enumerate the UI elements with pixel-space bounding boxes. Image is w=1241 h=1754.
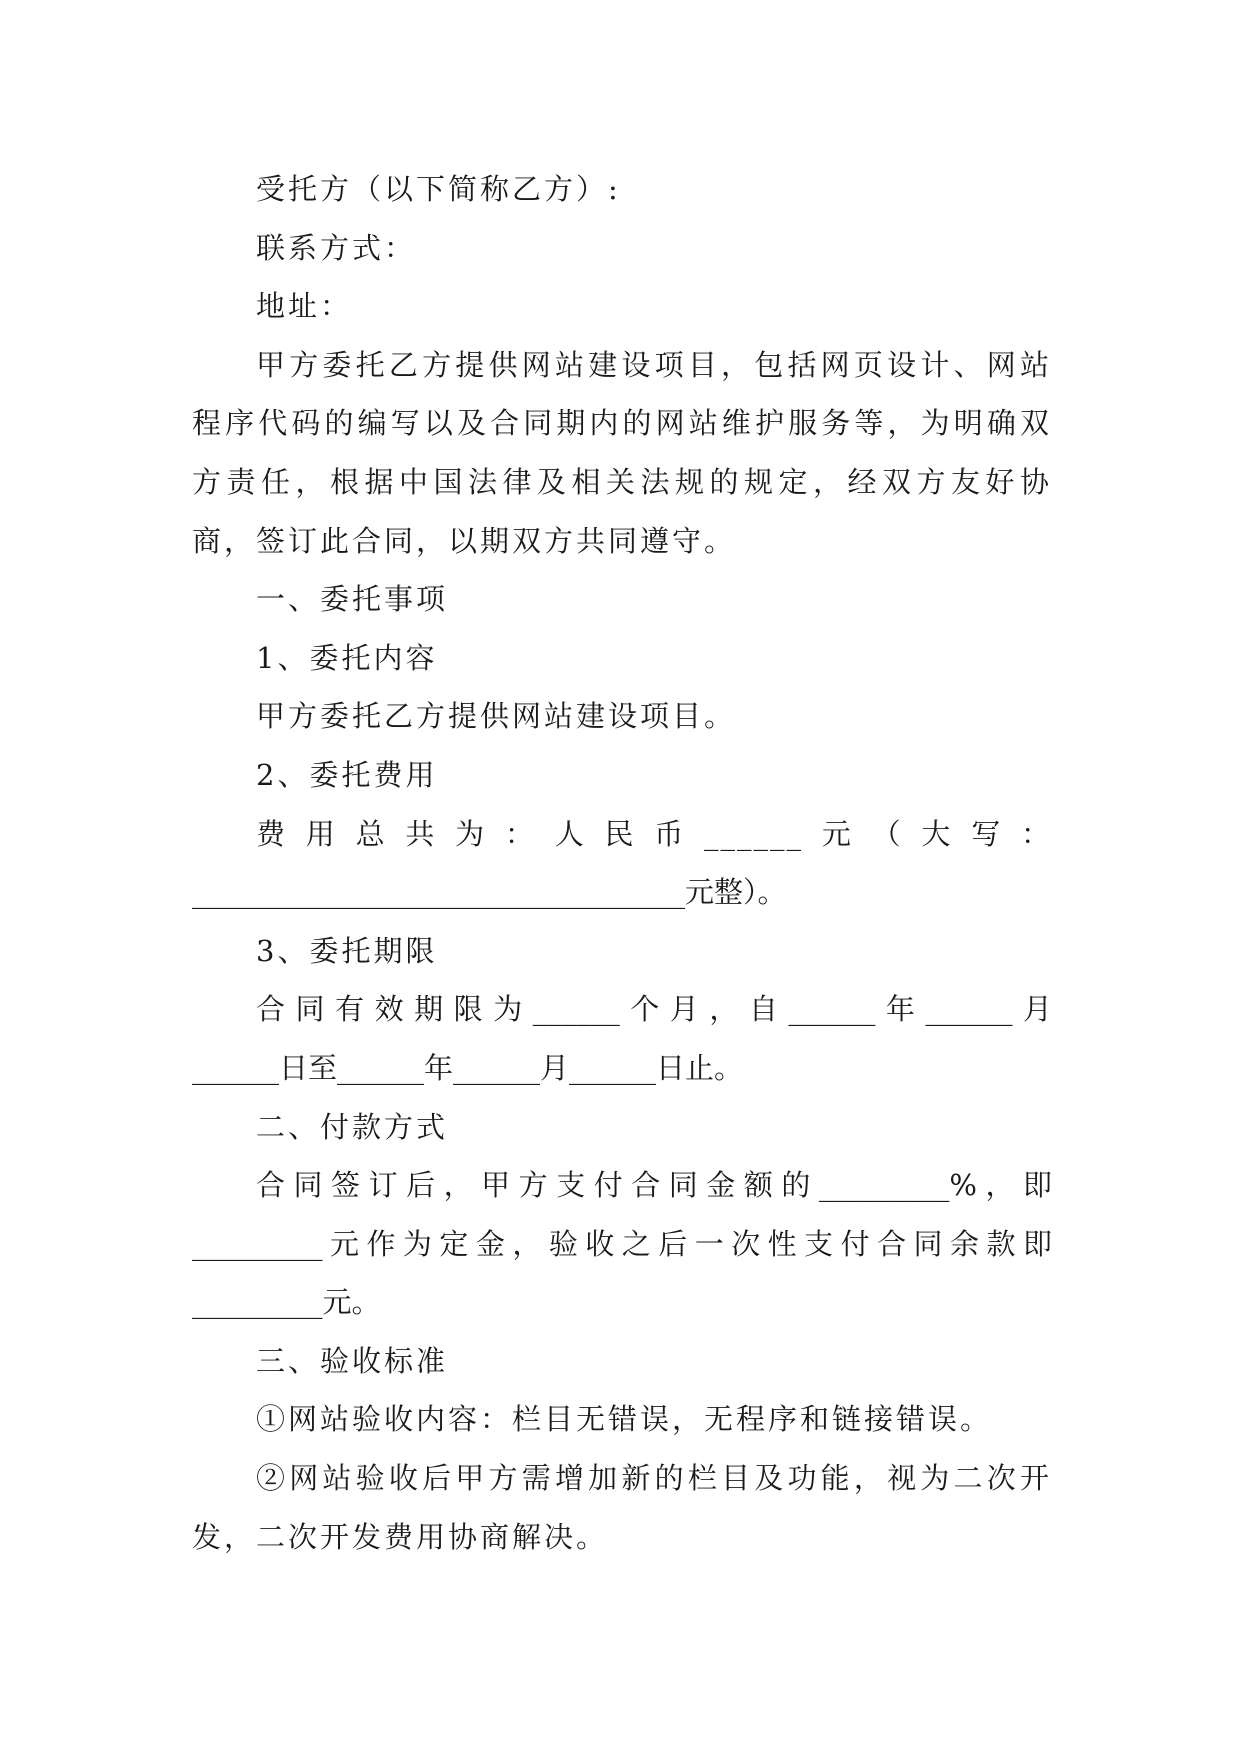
payment-line-2: _________元作为定金，验收之后一次性支付合同余款即: [192, 1226, 1052, 1261]
acceptance-item-1: ①网站验收内容：栏目无错误，无程序和链接错误。: [256, 1402, 993, 1437]
item-3-term-line-2: ______日至______年______月______日止。: [192, 1050, 744, 1085]
acceptance-item-2: ②网站验收后甲方需增加新的栏目及功能，视为二次开发，二次开发费用协商解决。: [192, 1461, 1052, 1554]
section-2-heading: 二、付款方式: [256, 1109, 449, 1144]
address-line: 地址：: [256, 289, 353, 324]
item-3-term-line: 合同有效期限为______个月，自______年______月: [256, 992, 1052, 1027]
item-1-text: 甲方委托乙方提供网站建设项目。: [256, 699, 737, 734]
section-3-heading: 三、验收标准: [256, 1343, 449, 1378]
payment-line-3: _________元。: [192, 1285, 381, 1320]
item-2-fee-line: 费用总共为：人民币______元（大写：: [256, 816, 1052, 851]
item-1-heading: 1、委托内容: [256, 640, 438, 675]
party-b-line: 受托方（以下简称乙方）:: [256, 172, 621, 206]
document-page: [192, 160, 1052, 1566]
payment-line-1: 合同签订后，甲方支付合同金额的_________%，即: [256, 1168, 1052, 1203]
item-2-heading: 2、委托费用: [256, 757, 438, 792]
section-1-heading: 一、委托事项: [256, 582, 449, 617]
item-3-heading: 3、委托期限: [256, 933, 438, 968]
contact-line: 联系方式：: [256, 230, 417, 265]
item-2-fee-line-2: __________________________________元整）。: [192, 875, 787, 910]
preamble-paragraph: 甲方委托乙方提供网站建设项目，包括网页设计、网站程序代码的编写以及合同期内的网站维护服务等，为明确双方责任，根据中国法律及相关法规的规定，经双方友好协商，签订此合同，以期双方共同遵守。: [192, 347, 1052, 558]
